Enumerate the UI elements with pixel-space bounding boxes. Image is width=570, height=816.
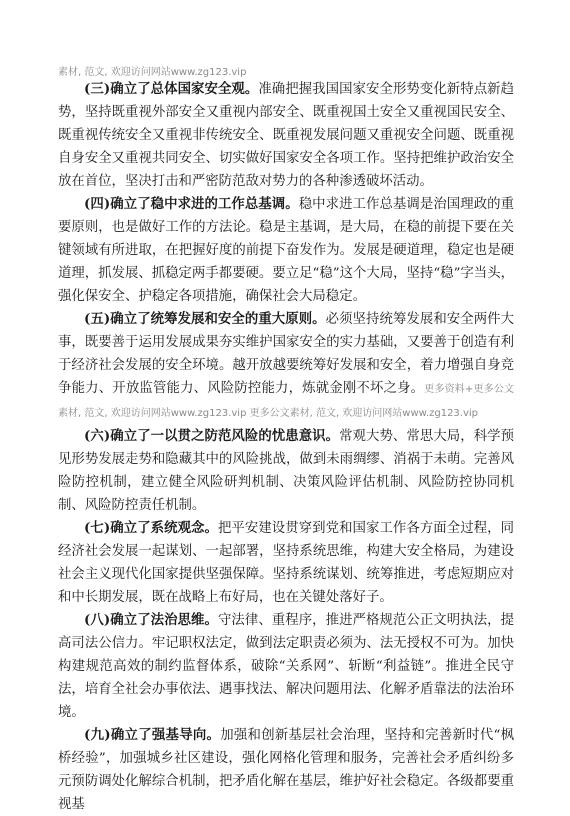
watermark-inline: 更多资料+更多公文素材, 范文, 欢迎访问网站www.zg123.vip 更多公文素材, 范文, 欢迎访问网站www.zg123.vip [58, 384, 514, 419]
paragraph-5 [58, 308, 514, 425]
paragraph-3 [58, 78, 514, 193]
paragraph-text: 必须坚持统筹发展和安全两件大事，既要善于运用发展成果夯实维护国家安全的实力基础，又要善于创造有利于经济社会发展的安全环境。越开放越要统筹好发展和安全，着力增强自身竞争能力、开放监管能力、风险防控能力，炼就金刚不坏之身。 [58, 312, 515, 396]
paragraph-text: 常观大势、常思大局，科学预见形势发展走势和隐藏其中的风险挑战，做到未雨绸缪、消祸于未萌。完善风险防控机制，建立健全风险研判机制、决策风险评估机制、风险防控协同机制、风险防控责任机制。 [58, 429, 515, 513]
paragraph-heading: (七)确立了系统观念。 [84, 520, 218, 536]
paragraph-text: 守法律、重程序，推进严格规范公正文明执法，提高司法公信力。牢记职权法定，做到法定职责必须为、法无授权不可为。加快构建规范高效的制约监督体系，破除“关系网”、斩断“利益链”。推进全民守法，培育全社会办事依法、遇事找法、解决问题用法、化解矛盾靠法的法治环境。 [58, 613, 515, 720]
paragraph-7 [58, 517, 514, 609]
paragraph-text: 准确把握我国国家安全形势变化新特点新趋势，坚持既重视外部安全又重视内部安全、既重视国土安全又重视国民安全、既重视传统安全又重视非传统安全、既重视发展问题又重视安全问题、既重视自身安全又重视共同安全、切实做好国家安全各项工作。坚持把维护政治安全放在首位，坚决打击和严密防范敌对势力的各种渗透破坏活动。 [58, 82, 515, 189]
paragraph-heading: (六)确立了一以贯之防范风险的忧患意识。 [84, 428, 340, 444]
paragraph-8 [58, 609, 514, 724]
paragraph-heading: (九)确立了强基导向。 [84, 727, 221, 743]
paragraph-heading: (四)确立了稳中求进的工作总基调。 [84, 196, 299, 212]
paragraph-heading: (五)确立了统筹发展和安全的重大原则。 [84, 311, 326, 327]
watermark-header: 素材, 范文, 欢迎访问网站www.zg123.vip [58, 67, 247, 78]
document-body [58, 78, 514, 816]
paragraph-heading: (八)确立了法治思维。 [84, 612, 218, 628]
paragraph-text: 加强和创新基层社会治理，坚持和完善新时代“枫桥经验”，加强城乡社区建设，强化网格化管理和服务，完善社会矛盾纠纷多元预防调处化解综合机制，把矛盾化解在基层，维护好社会稳定。各级都要重视基 [58, 728, 514, 812]
paragraph-text: 把平安建设贯穿到党和国家工作各方面全过程，同经济社会发展一起谋划、一起部署，坚持系统思维，构建大安全格局，为建设社会主义现代化国家提供坚强保障。坚持系统谋划、统筹推进，考虑短期应对和中长期发展，既在战略上布好局，也在关键处落好子。 [58, 521, 515, 605]
paragraph-9 [58, 724, 514, 816]
paragraph-4 [58, 193, 514, 308]
paragraph-text: 稳中求进工作总基调是治国理政的重要原则，也是做好工作的方法论。稳是主基调，是大局，在稳的前提下要在关键领域有所进取，在把握好度的前提下奋发作为。发展是硬道理，稳定也是硬道理，抓发展、抓稳定两手都要硬。要立足“稳”这个大局，坚持“稳”字当头，强化保安全、护稳定各项措施，确保社会大局稳定。 [58, 197, 515, 304]
paragraph-6 [58, 425, 514, 517]
paragraph-heading: (三)确立了总体国家安全观。 [84, 81, 259, 97]
